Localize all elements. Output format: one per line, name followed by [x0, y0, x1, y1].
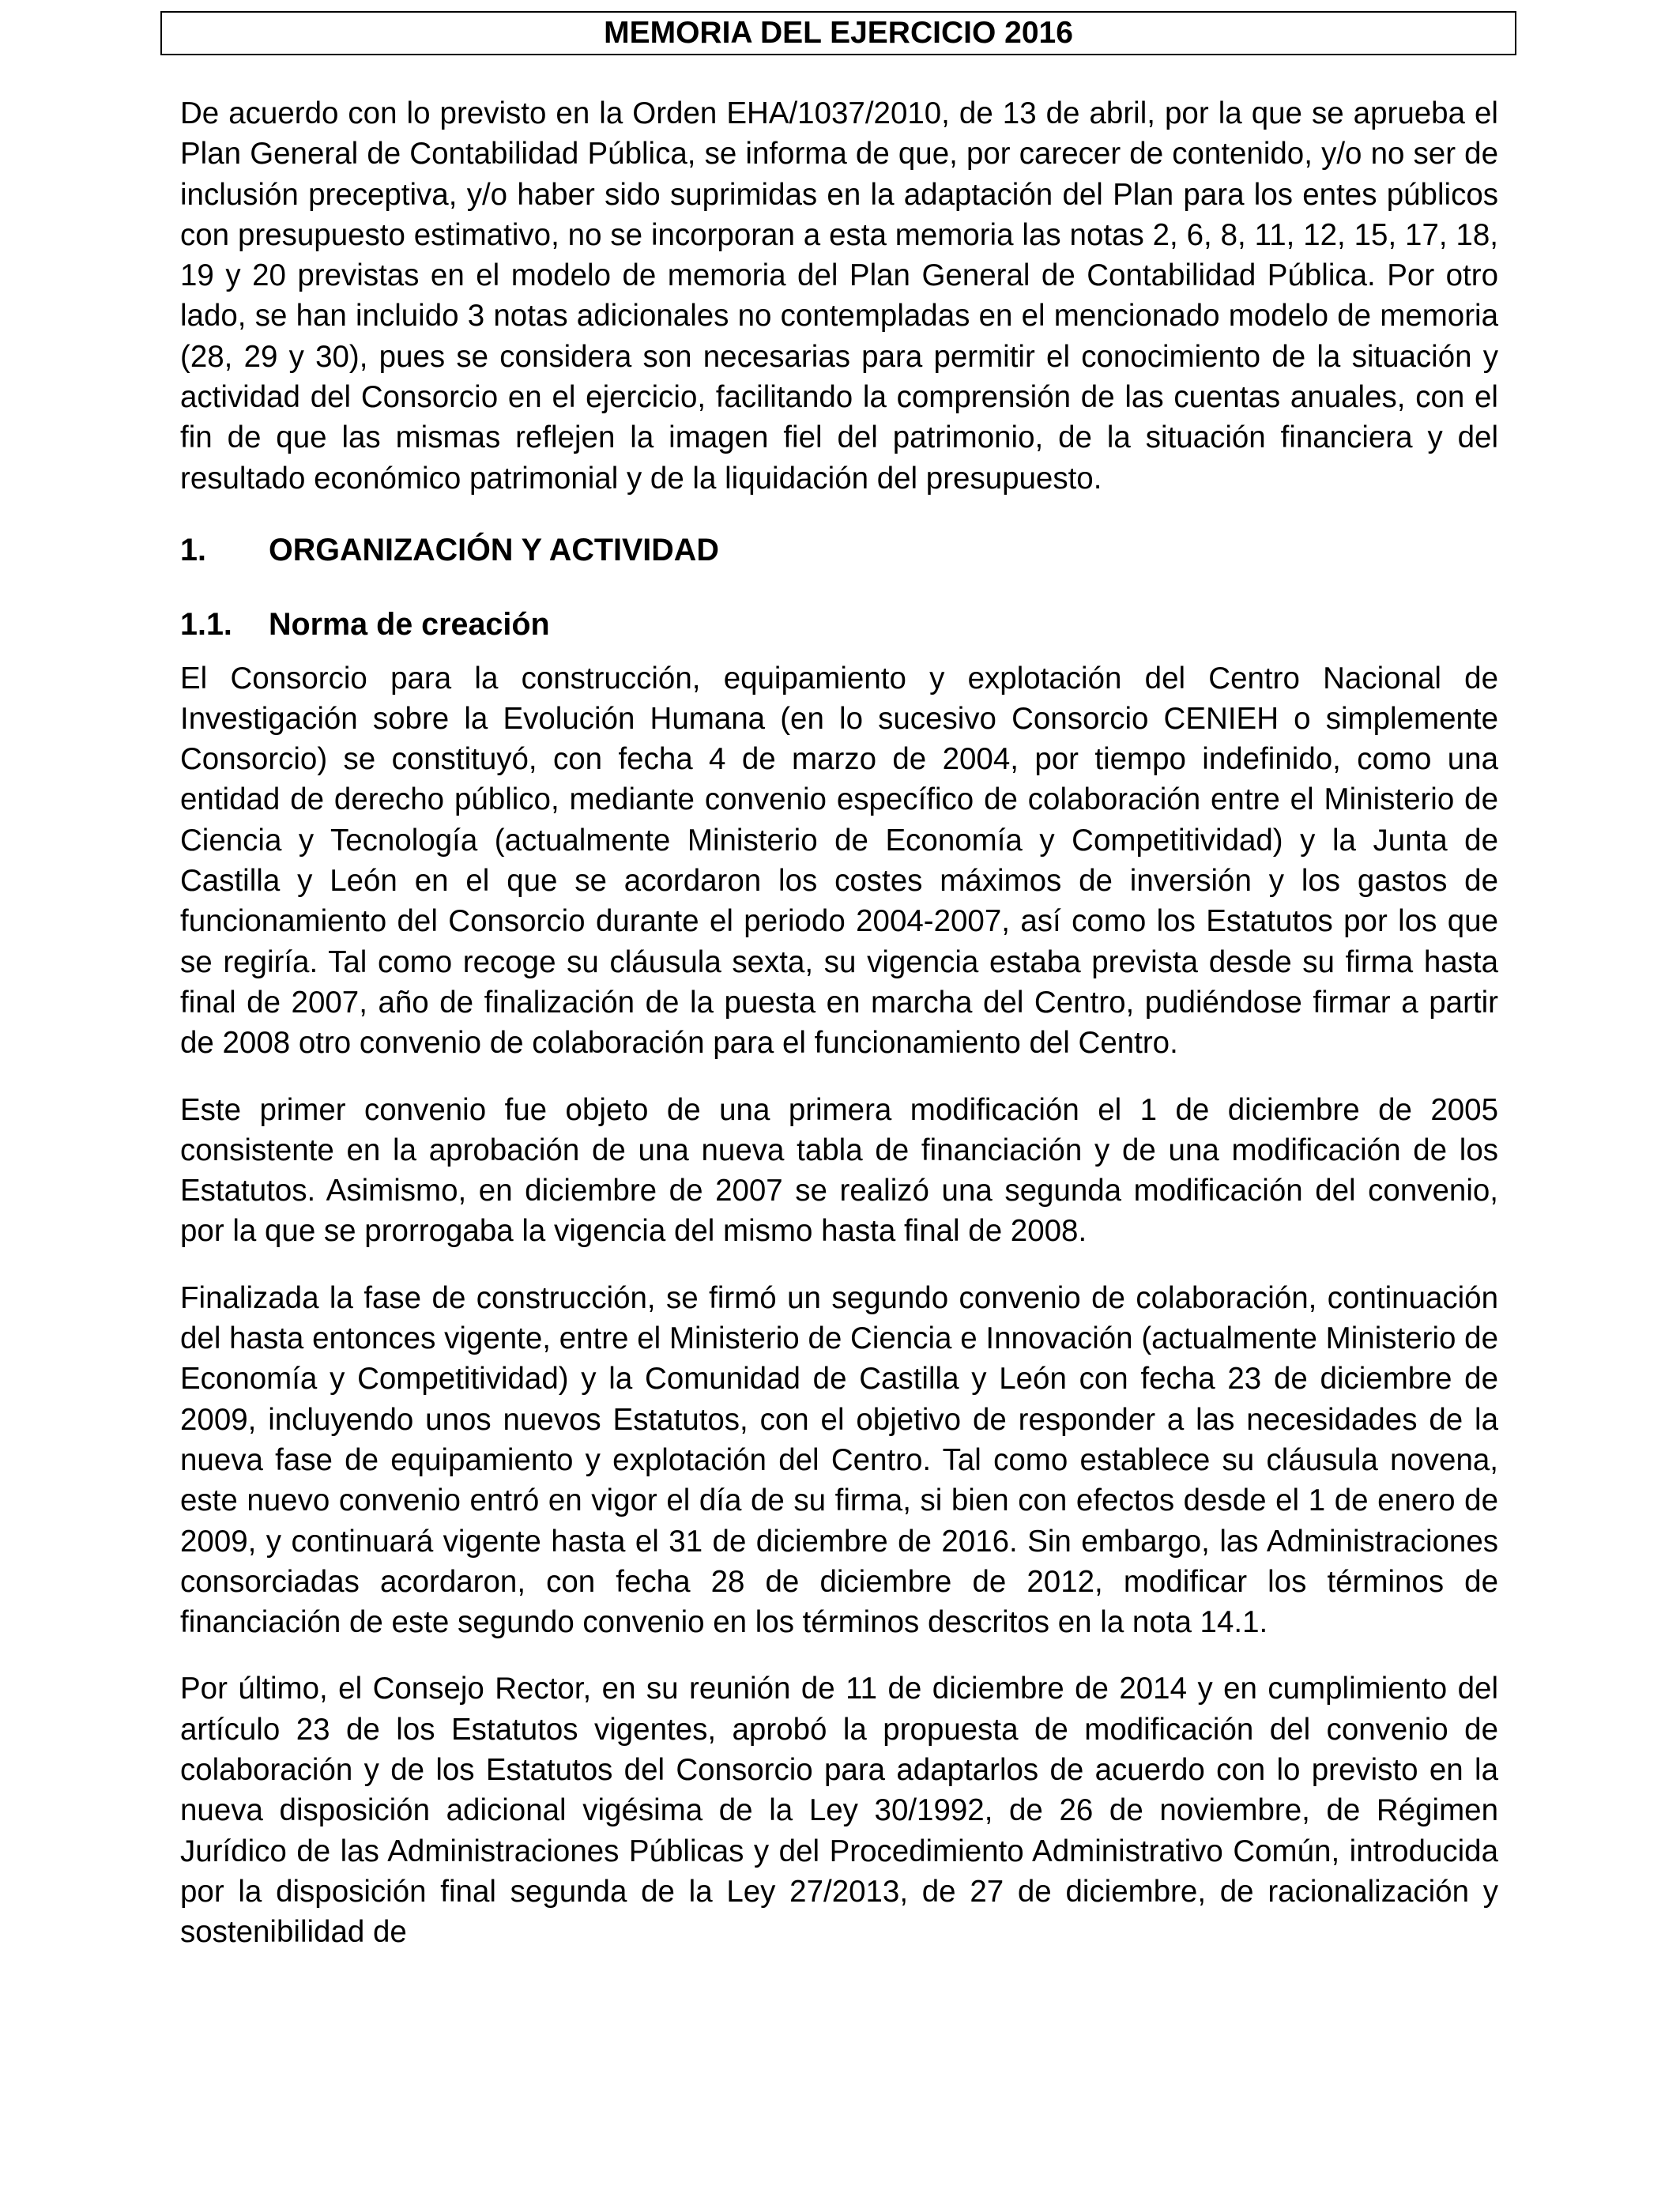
subsection-number: 1.1.: [180, 607, 232, 643]
body-paragraph-4: Por último, el Consejo Rector, en su reunión de 11 de diciembre de 2014 y en cumplimiento del artículo 23 de los Estatutos vigentes, aprobó la propuesta de modificación del convenio de colaboración y de los Estatutos del Consorcio para adaptarlos de acuerdo con lo previsto en la nueva disposición adicional vigésima de la Ley 30/1992, de 26 de noviembre, de Régimen Jurídico de las Administraciones Públicas y del Procedimiento Administrativo Común, introducida por la disposición final segunda de la Ley 27/2013, de 27 de diciembre, de racionalización y sostenibilidad de: [180, 1672, 1498, 1950]
section-title: ORGANIZACIÓN Y ACTIVIDAD: [269, 532, 719, 567]
body-paragraph-2: Este primer convenio fue objeto de una primera modificación el 1 de diciembre de 2005 consistente en la aprobación de una nueva tabla de financiación y de una modificación de los Estatutos. Asimismo, en diciembre de 2007 se realizó una segunda modificación del convenio, por la que se prorrogaba la vigencia del mismo hasta final de 2008.: [180, 1092, 1498, 1249]
subsection-heading-1-1: [180, 605, 1498, 645]
page-title: MEMORIA DEL EJERCICIO 2016: [160, 11, 1516, 55]
body-paragraph-3: Finalizada la fase de construcción, se firmó un segundo convenio de colaboración, continuación del hasta entonces vigente, entre el Ministerio de Ciencia e Innovación (actualmente Ministerio de Economía y Competitividad) y la Comunidad de Castilla y León con fecha 23 de diciembre de 2009, incluyendo unos nuevos Estatutos, con el objetivo de responder a las necesidades de la nueva fase de equipamiento y explotación del Centro. Tal como establece su cláusula novena, este nuevo convenio entró en vigor el día de su firma, si bien con efectos desde el 1 de enero de 2009, y continuará vigente hasta el 31 de diciembre de 2016. Sin embargo, las Administraciones consorciadas acordaron, con fecha 28 de diciembre de 2012, modificar los términos de financiación de este segundo convenio en los términos descritos en la nota 14.1.: [180, 1280, 1498, 1640]
body-paragraph-1: El Consorcio para la construcción, equipamiento y explotación del Centro Nacional de Investigación sobre la Evolución Humana (en lo sucesivo Consorcio CENIEH o simplemente Consorcio) se constituyó, con fecha 4 de marzo de 2004, por tiempo indefinido, como una entidad de derecho público, mediante convenio específico de colaboración entre el Ministerio de Ciencia y Tecnología (actualmente Ministerio de Economía y Competitividad) y la Junta de Castilla y León en el que se acordaron los costes máximos de inversión y los gastos de funcionamiento del Consorcio durante el periodo 2004-2007, así como los Estatutos por los que se regiría. Tal como recoge su cláusula sexta, su vigencia estaba prevista desde su firma hasta final de 2007, año de finalización de la puesta en marcha del Centro, pudiéndose firmar a partir de 2008 otro convenio de colaboración para el funcionamiento del Centro.: [180, 661, 1498, 1061]
section-number: 1.: [180, 532, 206, 567]
subsection-title: Norma de creación: [269, 607, 550, 643]
intro-paragraph: De acuerdo con lo previsto en la Orden EHA/1037/2010, de 13 de abril, por la que se aprueba el Plan General de Contabilidad Pública, se informa de que, por carecer de contenido, y/o no ser de inclusión preceptiva, y/o haber sido suprimidas en la adaptación del Plan para los entes públicos con presupuesto estimativo, no se incorporan a esta memoria las notas 2, 6, 8, 11, 12, 15, 17, 18, 19 y 20 previstas en el modelo de memoria del Plan General de Contabilidad Pública. Por otro lado, se han incluido 3 notas adicionales no contempladas en el mencionado modelo de memoria (28, 29 y 30), pues se considera son necesarias para permitir el conocimiento de la situación y actividad del Consorcio en el ejercicio, facilitando la comprensión de las cuentas anuales, con el fin de que las mismas reflejen la imagen fiel del patrimonio, de la situación financiera y del resultado económico patrimonial y de la liquidación del presupuesto.: [180, 96, 1498, 496]
section-heading-1: [180, 530, 1498, 571]
document-body: [180, 93, 1498, 1978]
